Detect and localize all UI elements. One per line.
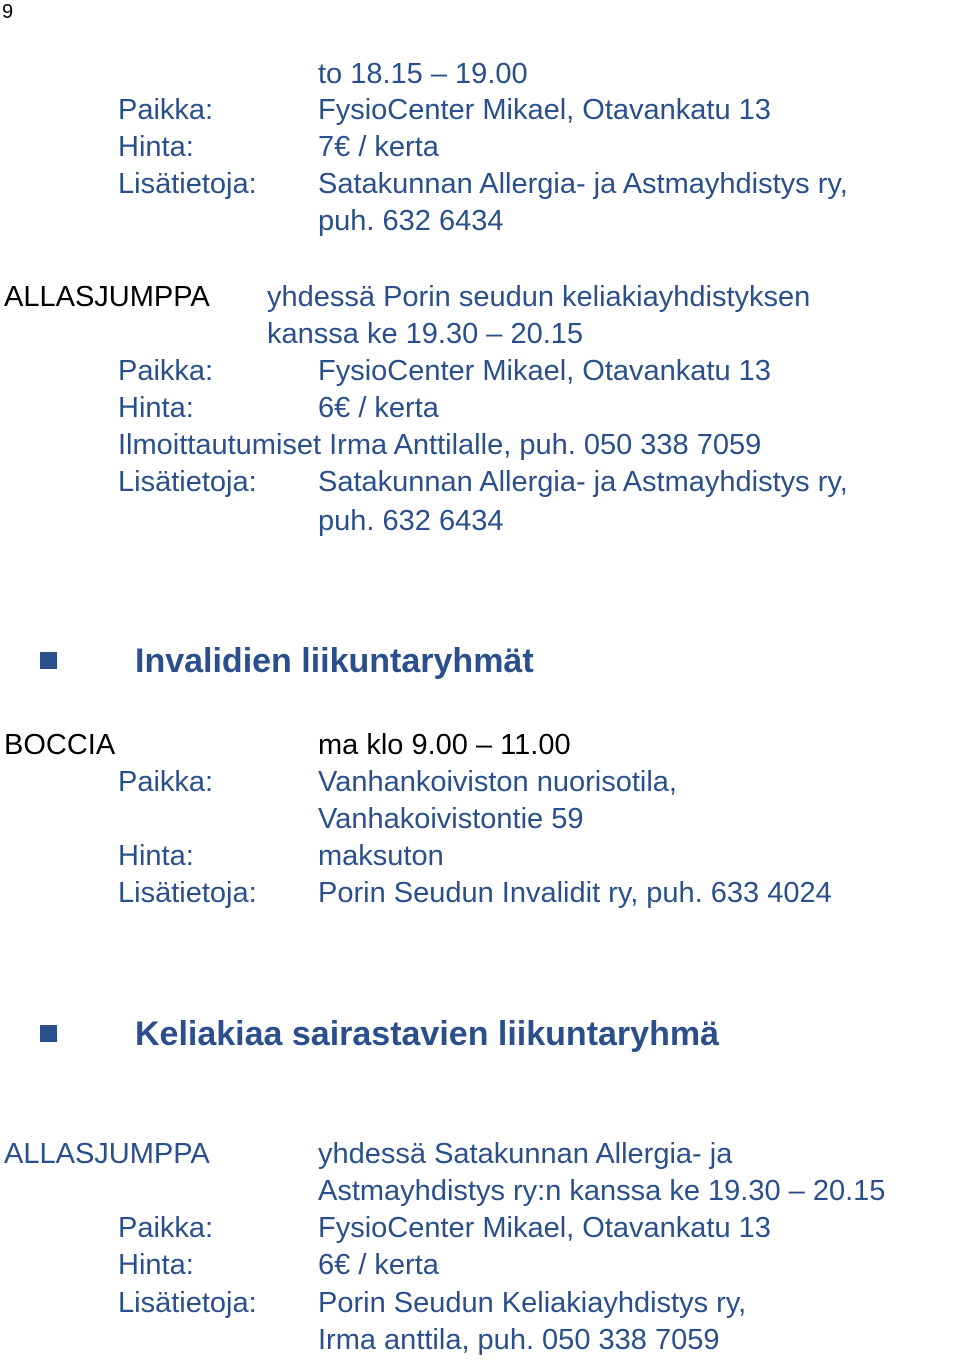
block1-time: to 18.15 – 19.00 [318, 58, 528, 90]
block1-info-phone: puh. 632 6434 [318, 205, 504, 237]
section1-place: Vanhankoiviston nuorisotila, [318, 766, 677, 798]
section2-info-contact: Irma anttila, puh. 050 338 7059 [318, 1324, 720, 1356]
section2-heading: Keliakiaa sairastavien liikuntaryhmä [135, 1015, 719, 1053]
section1-title: BOCCIA [4, 729, 116, 761]
block2-info: Satakunnan Allergia- ja Astmayhdistys ry, [318, 466, 848, 498]
section2-bullet-icon [40, 1025, 57, 1042]
block1-price-label: Hinta: [118, 131, 194, 163]
block2-info-phone: puh. 632 6434 [318, 505, 504, 537]
block2-title: ALLASJUMPPA [4, 281, 210, 313]
section2-place: FysioCenter Mikael, Otavankatu 13 [318, 1212, 771, 1244]
block2-desc-line1: yhdessä Porin seudun keliakiayhdistyksen [267, 281, 811, 313]
section1-place-address: Vanhakoivistontie 59 [318, 803, 584, 835]
section2-price: 6€ / kerta [318, 1249, 439, 1281]
block2-desc-line2: kanssa ke 19.30 – 20.15 [267, 318, 584, 350]
section1-info: Porin Seudun Invalidit ry, puh. 633 4024 [318, 877, 832, 909]
block1-info: Satakunnan Allergia- ja Astmayhdistys ry, [318, 168, 848, 200]
block2-signup: Ilmoittautumiset Irma Anttilalle, puh. 050 338 7059 [118, 429, 762, 461]
section2-desc-line2: Astmayhdistys ry:n kanssa ke 19.30 – 20.15 [318, 1175, 886, 1207]
block1-price: 7€ / kerta [318, 131, 439, 163]
block2-info-label: Lisätietoja: [118, 466, 257, 498]
block2-place-label: Paikka: [118, 355, 214, 387]
section1-time: ma klo 9.00 – 11.00 [318, 729, 571, 761]
section2-info: Porin Seudun Keliakiayhdistys ry, [318, 1287, 747, 1319]
section1-info-label: Lisätietoja: [118, 877, 257, 909]
section2-price-label: Hinta: [118, 1249, 194, 1281]
block2-price-label: Hinta: [118, 392, 194, 424]
section1-price: maksuton [318, 840, 444, 872]
section1-heading: Invalidien liikuntaryhmät [135, 642, 534, 680]
section1-place-label: Paikka: [118, 766, 214, 798]
block2-price: 6€ / kerta [318, 392, 439, 424]
section2-info-label: Lisätietoja: [118, 1287, 257, 1319]
block2-place: FysioCenter Mikael, Otavankatu 13 [318, 355, 771, 387]
section1-price-label: Hinta: [118, 840, 194, 872]
block1-place: FysioCenter Mikael, Otavankatu 13 [318, 94, 771, 126]
block1-place-label: Paikka: [118, 94, 214, 126]
page-number: 9 [2, 1, 14, 23]
block1-info-label: Lisätietoja: [118, 168, 257, 200]
section1-bullet-icon [40, 652, 57, 669]
section2-desc-line1: yhdessä Satakunnan Allergia- ja [318, 1138, 733, 1170]
section2-place-label: Paikka: [118, 1212, 214, 1244]
section2-title: ALLASJUMPPA [4, 1138, 210, 1170]
